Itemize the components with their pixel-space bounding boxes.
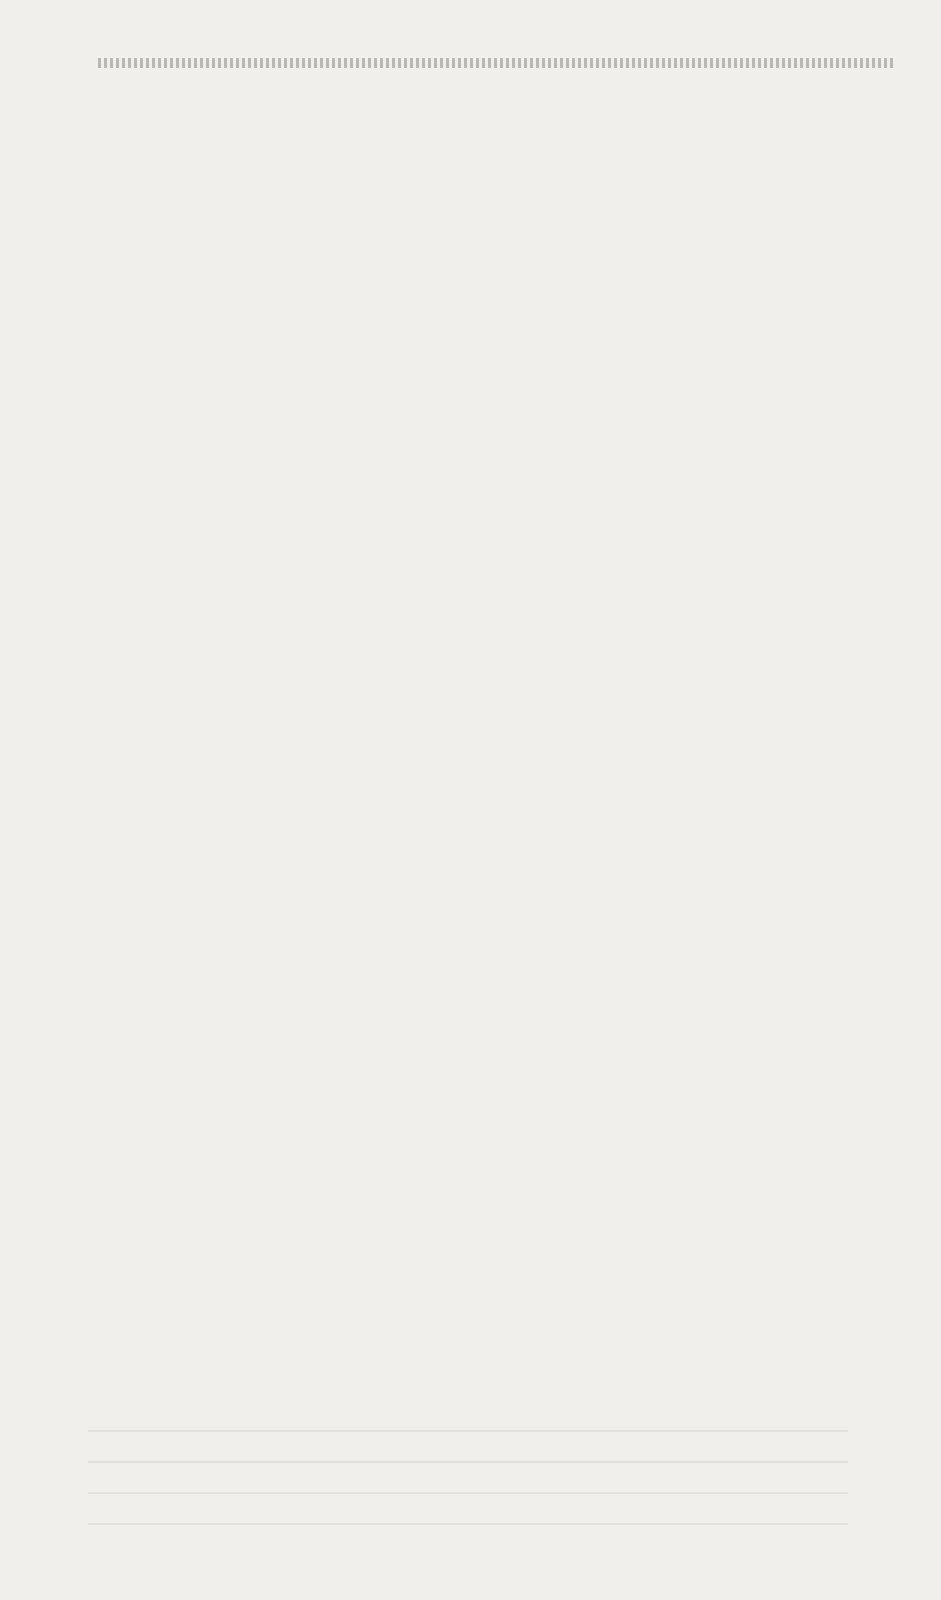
header-rule [98,58,896,68]
bleed-through-shadow [88,1405,848,1525]
running-header [88,50,896,76]
